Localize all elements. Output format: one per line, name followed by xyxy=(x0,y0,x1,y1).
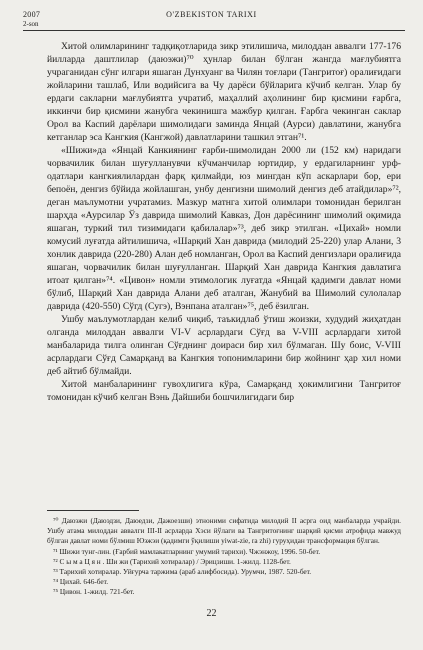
footnote: ⁷⁵ Цивон. 1-жилд. 721-бет. xyxy=(53,587,135,597)
main-text xyxy=(47,40,401,404)
header-rule xyxy=(23,30,405,31)
footnotes xyxy=(47,516,401,598)
page-number: 22 xyxy=(206,608,217,619)
header-journal-title: O'ZBEKISTON TARIXI xyxy=(166,10,257,19)
paragraph: Ушбу маълумотлардан келиб чиқиб, таъкидлаб ўтиш жоизки, худудий жиҳатдан олганда милоддан аввалги VI-V асрлардаги Сўғд ва V-VIII асрлардаги хитой манбаларида тилга олинган Сўғднинг доираси бир хил бўлмаган. Шу боис, V-VIII асрлардаги Сўғд Самарқанд ва Кангкия топонимларини бир жойнинг ҳар хил номи деб айтиб бўлмайди. xyxy=(47,314,401,377)
paragraph: Хитой олимларининг тадқиқотларида зикр этилишича, милоддан аввалги 177-176 йилларда даштлилар (даюэжи)⁷⁰ ҳунлар билан бўлган жангда мағлубиятга учраганидан сўнг илгари яшаган Дунхуанг ва Чилян тоғлари (Тангритоғ) оралиғидаги жойларини ташлаб, Или водийсига ва Чу дарёси бўйларига кўчиб келган. Улар бу ердаги сакларни мағлубиятга учратиб, маҳаллий аҳолининг бир қисмини ғарбга, иккинчи бир қисмини жанубга чекинишга мажбур қилган. Ғарбга чекинган саклар Орол ва Каспий дарёлари шимолидаги заминда Янцай (Аурси) давлатини, жанубга кетганлар эса Кангкия (Кангжой) давлатларини ташкил этган⁷¹. xyxy=(47,41,401,143)
footnote: ⁷⁰ Даюэжи (Даюэдзи, Даюедзи, Дажоезши) этноними сифатида милодий II асрга оид манбаларда учрайди. Ушбу атама милоддан аввалги III-II асрларда Хэси йўлаги ва Тангритоғнинг шарқий қисми атрофида мавжуд бўлган давлат номи бўлмиш Юэжэи (қадимги ўқилиши yiwat-zie, ra zhi) гуруҳидан трансформация бўлган. xyxy=(47,516,401,546)
footnote: ⁷² С ы м а Ц я н . Ши жи (Тарихий хотиралар) / Эрицзиши. 1-жилд. 1128-бет. xyxy=(53,556,291,566)
footnote: ⁷¹ Шижи тунг-лин. (Ғарбий мамлакатларнинг умумий тарихи). Чжэнжоу, 1996. 50-бет. xyxy=(53,546,321,556)
footnote: ⁷⁴ Цихай. 646-бет. xyxy=(53,577,109,587)
header-issue: 2-son xyxy=(23,20,39,28)
header-year: 2007 xyxy=(23,10,41,19)
footnote: ⁷³ Тарихий хотиралар. Уйғурча таржима (араб алифбосида). Урумчи, 1987. 520-бет. xyxy=(53,567,312,577)
paragraph: Хитой манбаларининг гувоҳлигига кўра, Самарқанд ҳокимлигини Тангритоғ томонидан кўчиб келган Вэнь Дайшиби бошчилигидаги бир xyxy=(47,379,401,403)
paragraph: «Шижи»да «Янцай Канкиянинг ғарби-шимолидан 2000 ли (152 км) наридаги чорвачилик билан шуғулланувчи кўчманчилар юртидир, у ердагиларнинг урф-одатлари кангкиялилардан фарқ қилмайди, юз мингдан кўп аскарлари бор, ери бепоён, денгиз бўйида жойлашган, унбу денгизни шимолий денгиз деб атайдилар»⁷², деган маълумотни учратамиз. Мазкур матнга хитой олимлари томонидан берилган шарҳда «Аурсилар Ўз даврида шимолий Кавказ, Дон дарёсининг шимолий оқимида яшаган, туркий тил тизимидаги қабилалар»⁷³, деб зикр этилган. «Цихай» номли комусий луғатда айтилишича, «Шарқий Хан даврида (милодий 25-220) улар Алани, 3 хонлик даврида (220-280) Алан деб номланган, Орол ва Каспий денгизлари оралиғида яшаган, чорвачилик билан шуғулланган. Шарқий Хан даврида Кангкия давлатига итоат қилган»⁷⁴. «Цивон» номли этимологик луғатда «Янцай қадимги давлат номи бўлиб, Шарқий Хан даврида Алани деб аталган, Жанубий ва Шимолий сулолалар даврида (420-550) Сўгд (Сугэ), Вэнпана аталган»⁷⁵, деб ёзилган. xyxy=(47,145,401,312)
footnote-rule xyxy=(47,510,139,511)
